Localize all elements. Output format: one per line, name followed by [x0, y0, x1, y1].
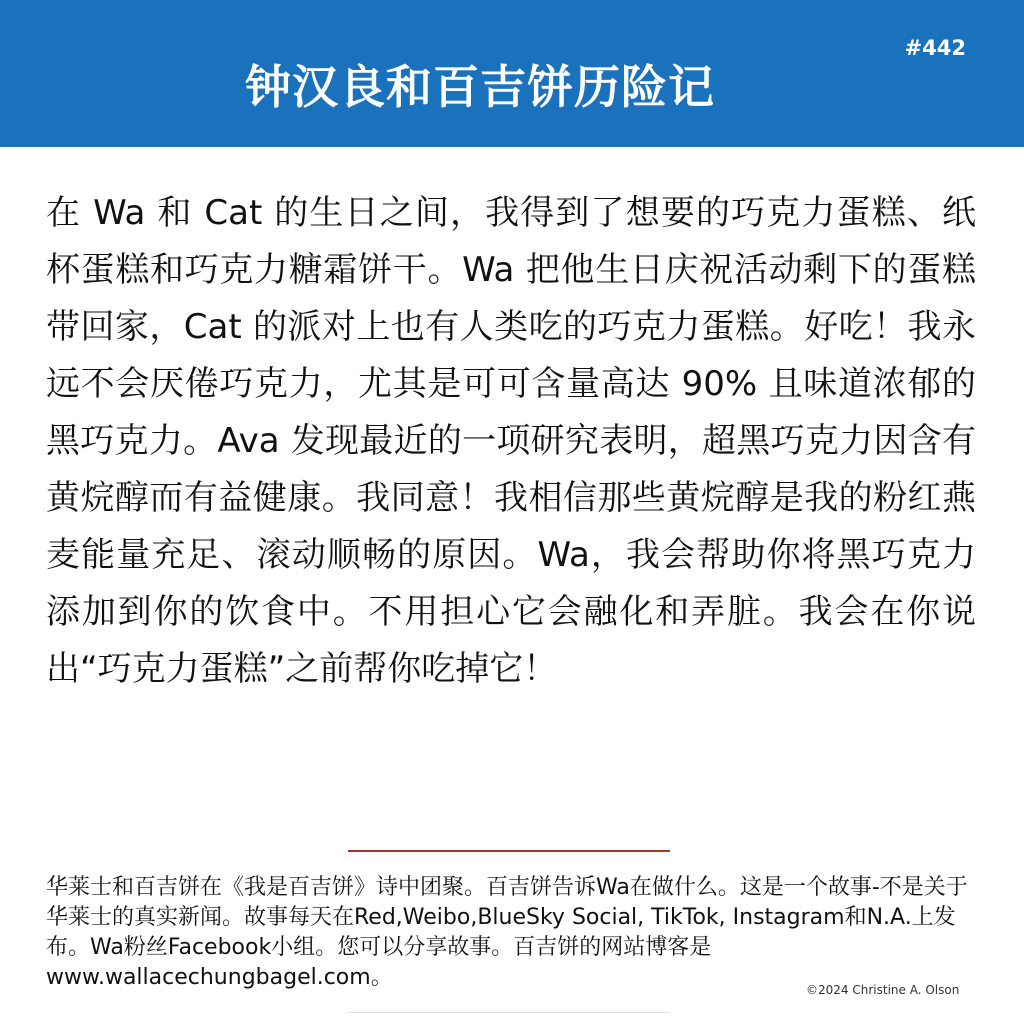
story-text: 在 Wa 和 Cat 的生日之间，我得到了想要的巧克力蛋糕、纸杯蛋糕和巧克力糖霜饼干。Wa 把他生日庆祝活动剩下的蛋糕带回家，Cat 的派对上也有人类吃的巧克力蛋糕。好吃！我永远不会厌倦巧克力，尤其是可可含量高达 90% 且味道浓郁的黑巧克力。Ava 发现最近的一项研究表明，超黑巧克力因含有黄烷醇而有益健康。我同意！我相信那些黄烷醇是我的粉红燕麦能量充足、滚动顺畅的原因。Wa，我会帮助你将黑巧克力添加到你的饮食中。不用担心它会融化和弄脏。我会在你说出“巧克力蛋糕”之前帮你吃掉它！	[46, 193, 976, 689]
title-banner	[0, 0, 1024, 147]
footer-note: 华莱士和百吉饼在《我是百吉饼》诗中团聚。百吉饼告诉Wa在做什么。这是一个故事-不是关于华莱士的真实新闻。故事每天在Red,Weibo,BlueSky Social, TikTok, Instagram和N.A.上发布。Wa粉丝Facebook小组。您可以分享故事。百吉饼的网站博客是www.wallacechungbagel.com。	[46, 875, 968, 990]
bottom-divider	[348, 1012, 670, 1013]
page-title: 钟汉良和百吉饼历险记	[245, 60, 715, 114]
section-divider	[348, 850, 670, 852]
issue-number: #442	[904, 36, 966, 60]
copyright-notice: ©2024 Christine A. Olson	[806, 983, 960, 997]
